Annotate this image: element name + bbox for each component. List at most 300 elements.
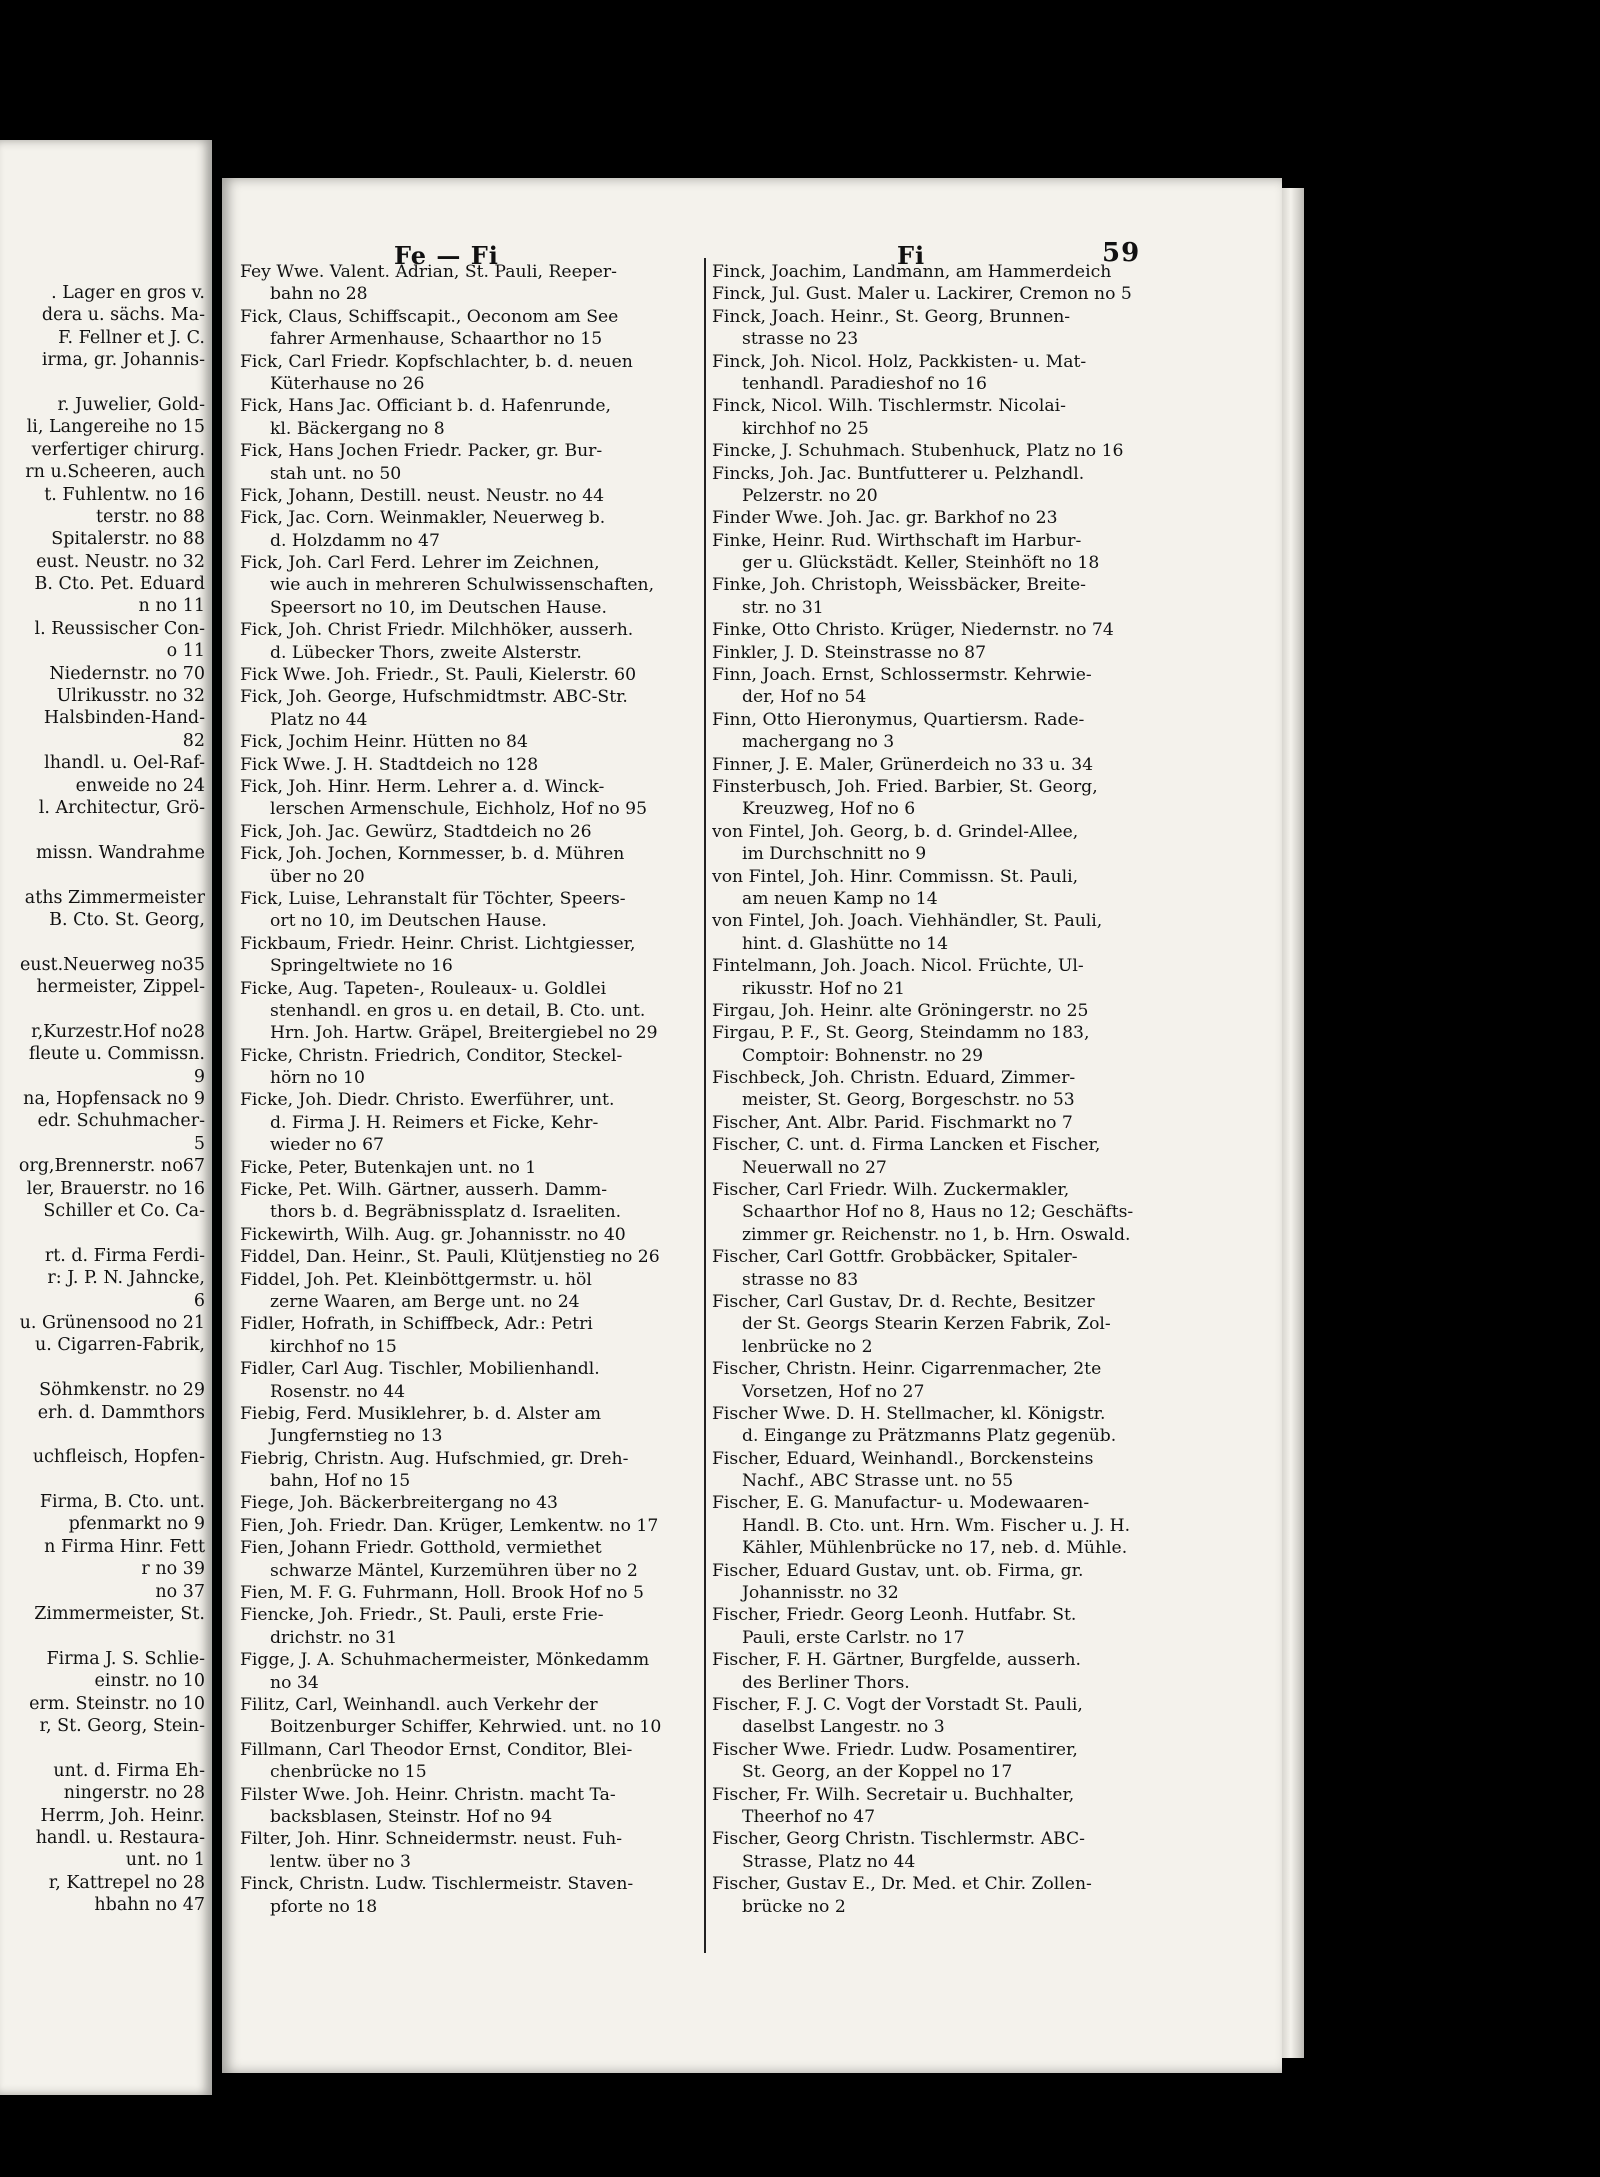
left-page-line: Zimmermeister, St. (34, 1604, 205, 1625)
entry-name-line: Fick, Joh. Christ Friedr. Milchhöker, ausserh. (240, 620, 634, 641)
left-page-line: 5 (193, 1133, 205, 1154)
entry-name-line: Fiddel, Joh. Pet. Kleinböttgermstr. u. höl (240, 1269, 592, 1290)
directory-entry (240, 351, 692, 396)
left-page-line: o 11 (166, 641, 205, 662)
entry-continuation-line: d. Holzdamm no 47 (270, 530, 440, 551)
entry-continuation-line: str. no 31 (742, 597, 824, 618)
directory-entry (240, 395, 692, 440)
directory-entry (712, 1604, 1164, 1649)
left-page-line: r no 39 (141, 1559, 205, 1580)
directory-entry (712, 463, 1164, 508)
entry-name-line: Fick, Hans Jac. Officiant b. d. Hafenrunde, (240, 396, 611, 417)
entry-name-line: Fischer Wwe. Friedr. Ludw. Posamentirer, (712, 1739, 1078, 1760)
entry-name-line: Fischer, Friedr. Georg Leonh. Hutfabr. St. (712, 1605, 1077, 1626)
entry-continuation-line: Vorsetzen, Hof no 27 (742, 1381, 925, 1402)
entry-name-line: Fickbaum, Friedr. Heinr. Christ. Lichtgiesser, (240, 933, 636, 954)
entry-name-line: Fick, Joh. Hinr. Herm. Lehrer a. d. Winck- (240, 776, 605, 797)
entry-continuation-line: Handl. B. Cto. unt. Hrn. Wm. Fischer u. J. H. (742, 1515, 1131, 1536)
entry-continuation-line: pforte no 18 (270, 1896, 378, 1917)
entry-continuation-line: Strasse, Platz no 44 (742, 1851, 916, 1872)
left-page-line: u. Grünensood no 21 (19, 1312, 205, 1333)
directory-entry (240, 821, 692, 843)
entry-name-line: Fiebig, Ferd. Musiklehrer, b. d. Alster am (240, 1403, 601, 1424)
entry-continuation-line: Kähler, Mühlenbrücke no 17, neb. d. Mühle. (742, 1538, 1128, 1559)
directory-entry (240, 776, 692, 821)
left-page-line: B. Cto. St. Georg, (49, 909, 205, 930)
directory-entry (240, 1224, 692, 1246)
left-page-line: Spitalerstr. no 88 (51, 529, 205, 550)
directory-entry (712, 664, 1164, 709)
entry-name-line: Fischer, Eduard Gustav, unt. ob. Firma, gr. (712, 1560, 1084, 1581)
entry-name-line: Fey Wwe. Valent. Adrian, St. Pauli, Reeper- (240, 262, 617, 282)
directory-entry (240, 754, 692, 776)
left-page-line (0, 1357, 205, 1379)
directory-entry (712, 1067, 1164, 1112)
left-page-line: 82 (182, 730, 205, 751)
directory-entry (712, 910, 1164, 955)
entry-name-line: Finn, Otto Hieronymus, Quartiersm. Rade- (712, 709, 1085, 730)
directory-entry (712, 776, 1164, 821)
entry-name-line: Fischer, Christn. Heinr. Cigarrenmacher, 2te (712, 1359, 1102, 1380)
entry-continuation-line: kirchhof no 15 (270, 1336, 397, 1357)
directory-entry (240, 1537, 692, 1582)
directory-entry (712, 642, 1164, 664)
directory-entry (712, 709, 1164, 754)
left-page-line (0, 1424, 205, 1446)
left-page-line: eust.Neuerweg no35 (19, 954, 205, 975)
entry-name-line: Fischer, F. H. Gärtner, Burgfelde, ausserh. (712, 1650, 1081, 1671)
left-page-line: ningerstr. no 28 (63, 1783, 205, 1804)
directory-entry (240, 1582, 692, 1604)
entry-name-line: Fick, Joh. George, Hufschmidtmstr. ABC-Str. (240, 687, 628, 708)
left-page-line: Niedernstr. no 70 (49, 663, 205, 684)
entry-continuation-line: d. Eingange zu Prätzmanns Platz gegenüb. (742, 1426, 1117, 1447)
directory-entry (712, 1112, 1164, 1134)
entry-name-line: Figge, J. A. Schuhmachermeister, Mönkedamm (240, 1650, 650, 1671)
entry-name-line: Finkler, J. D. Steinstrasse no 87 (712, 642, 987, 663)
entry-name-line: Fickewirth, Wilh. Aug. gr. Johannisstr. no 40 (240, 1224, 626, 1245)
left-page-line: r, Kattrepel no 28 (48, 1872, 205, 1893)
entry-name-line: Ficke, Aug. Tapeten-, Rouleaux- u. Goldlei (240, 978, 607, 999)
entry-name-line: Firgau, Joh. Heinr. alte Gröningerstr. no 25 (712, 1000, 1089, 1021)
entry-continuation-line: tenhandl. Paradieshof no 16 (742, 373, 987, 394)
left-page-line: org,Brennerstr. no67 (18, 1156, 205, 1177)
entry-name-line: Finke, Otto Christo. Krüger, Niedernstr. no 74 (712, 620, 1114, 641)
directory-entry (240, 664, 692, 686)
entry-name-line: Fiddel, Dan. Heinr., St. Pauli, Klütjenstieg no 26 (240, 1247, 660, 1268)
entry-continuation-line: meister, St. Georg, Borgeschstr. no 53 (742, 1090, 1075, 1111)
entry-continuation-line: d. Firma J. H. Reimers et Ficke, Kehr- (270, 1112, 599, 1133)
directory-entry (240, 1403, 692, 1448)
directory-entry (712, 574, 1164, 619)
page-edge (1282, 188, 1304, 2058)
directory-entry (712, 1134, 1164, 1179)
entry-name-line: Fischer, Ant. Albr. Parid. Fischmarkt no 7 (712, 1112, 1073, 1133)
entry-continuation-line: lerschen Armenschule, Eichholz, Hof no 95 (270, 799, 648, 820)
directory-entry (240, 843, 692, 888)
directory-entry (240, 261, 692, 306)
entry-continuation-line: stah unt. no 50 (270, 463, 402, 484)
entry-name-line: Fick, Claus, Schiffscapit., Oeconom am See (240, 306, 619, 327)
directory-column-left (240, 261, 692, 1918)
entry-continuation-line: im Durchschnitt no 9 (742, 844, 927, 865)
left-page-line: einstr. no 10 (94, 1671, 205, 1692)
left-page-line: r,Kurzestr.Hof no28 (31, 1021, 205, 1042)
entry-continuation-line: backsblasen, Steinstr. Hof no 94 (270, 1806, 553, 1827)
entry-continuation-line: zimmer gr. Reichenstr. no 1, b. Hrn. Oswald. (742, 1224, 1131, 1245)
entry-name-line: Filter, Joh. Hinr. Schneidermstr. neust. Fuh- (240, 1829, 623, 1850)
entry-continuation-line: bahn, Hof no 15 (270, 1471, 411, 1492)
entry-name-line: Finder Wwe. Joh. Jac. gr. Barkhof no 23 (712, 508, 1058, 529)
entry-name-line: von Fintel, Joh. Georg, b. d. Grindel-Allee, (712, 821, 1079, 842)
entry-continuation-line: strasse no 83 (742, 1269, 859, 1290)
entry-name-line: Fischer Wwe. D. H. Stellmacher, kl. Königstr. (712, 1403, 1106, 1424)
entry-name-line: Fischbeck, Joh. Christn. Eduard, Zimmer- (712, 1068, 1076, 1089)
entry-continuation-line: schwarze Mäntel, Kurzemühren über no 2 (270, 1560, 638, 1581)
entry-name-line: Fincks, Joh. Jac. Buntfutterer u. Pelzhandl. (712, 463, 1085, 484)
left-page-line: rn u.Scheeren, auch (25, 462, 205, 483)
entry-name-line: Fick, Luise, Lehranstalt für Töchter, Speers- (240, 888, 626, 909)
directory-entry (712, 283, 1164, 305)
directory-entry (712, 1828, 1164, 1873)
entry-name-line: von Fintel, Joh. Hinr. Commissn. St. Pauli, (712, 866, 1079, 887)
entry-name-line: Ficke, Peter, Butenkajen unt. no 1 (240, 1157, 537, 1178)
left-page-line: fleute u. Commissn. (28, 1044, 205, 1065)
directory-entry (712, 395, 1164, 440)
left-page-line: unt. d. Firma Eh- (53, 1760, 205, 1781)
entry-name-line: Fischer, F. J. C. Vogt der Vorstadt St. Pauli, (712, 1695, 1083, 1715)
directory-entry (712, 1246, 1164, 1291)
directory-entry (712, 351, 1164, 396)
entry-name-line: Fischer, C. unt. d. Firma Lancken et Fischer, (712, 1135, 1101, 1156)
entry-continuation-line: der, Hof no 54 (742, 687, 867, 708)
left-page-line: aths Zimmermeister (24, 887, 205, 908)
entry-continuation-line: Pauli, erste Carlstr. no 17 (742, 1627, 965, 1648)
left-page-line: ler, Brauerstr. no 16 (26, 1178, 205, 1199)
left-page-line: handl. u. Restaura- (35, 1827, 205, 1848)
directory-entry (712, 1739, 1164, 1784)
directory-entry (712, 261, 1164, 283)
entry-name-line: Fidler, Hofrath, in Schiffbeck, Adr.: Petri (240, 1314, 593, 1335)
entry-continuation-line: strasse no 23 (742, 329, 859, 350)
entry-name-line: Fick, Hans Jochen Friedr. Packer, gr. Bur- (240, 441, 603, 462)
entry-name-line: Fick, Carl Friedr. Kopfschlachter, b. d. neuen (240, 351, 633, 372)
directory-entry (240, 1179, 692, 1224)
entry-continuation-line: lentw. über no 3 (270, 1851, 411, 1872)
entry-name-line: Fischer, Georg Christn. Tischlermstr. ABC- (712, 1829, 1085, 1850)
entry-continuation-line: hint. d. Glashütte no 14 (742, 933, 949, 954)
entry-name-line: Fischer, Fr. Wilh. Secretair u. Buchhalter, (712, 1784, 1075, 1805)
left-page-line: Söhmkenstr. no 29 (39, 1380, 205, 1401)
directory-entry (240, 888, 692, 933)
left-page-line: F. Fellner et J. C. (58, 327, 205, 348)
left-page-line: unt. no 1 (125, 1850, 205, 1871)
directory-entry (712, 1291, 1164, 1358)
entry-continuation-line: fahrer Armenhause, Schaarthor no 15 (270, 329, 603, 350)
entry-name-line: Ficke, Pet. Wilh. Gärtner, ausserh. Damm- (240, 1180, 608, 1201)
directory-entry (712, 306, 1164, 351)
directory-entry (240, 1784, 692, 1829)
entry-continuation-line: Pelzerstr. no 20 (742, 485, 878, 506)
left-page-line: 9 (193, 1066, 205, 1087)
entry-continuation-line: hörn no 10 (270, 1068, 365, 1089)
left-page-line: . Lager en gros v. (51, 283, 205, 303)
entry-continuation-line: des Berliner Thors. (742, 1672, 910, 1693)
entry-continuation-line: St. Georg, an der Koppel no 17 (742, 1762, 1013, 1783)
entry-name-line: Fien, Joh. Friedr. Dan. Krüger, Lemkentw. no 17 (240, 1515, 659, 1536)
directory-entry (712, 754, 1164, 776)
left-page-line: eust. Neustr. no 32 (36, 551, 205, 572)
left-page-text (0, 282, 205, 1917)
directory-entry (712, 1358, 1164, 1403)
entry-name-line: Finn, Joach. Ernst, Schlossermstr. Kehrwie- (712, 665, 1092, 686)
entry-name-line: Fiebrig, Christn. Aug. Hufschmied, gr. Dreh- (240, 1448, 629, 1469)
entry-continuation-line: der St. Georgs Stearin Kerzen Fabrik, Zol- (742, 1314, 1111, 1335)
entry-continuation-line: zerne Waaren, am Berge unt. no 24 (270, 1291, 580, 1312)
entry-continuation-line: d. Lübecker Thors, zweite Alsterstr. (270, 642, 582, 663)
entry-continuation-line: Theerhof no 47 (742, 1806, 876, 1827)
directory-entry (712, 1560, 1164, 1605)
left-page-line (0, 372, 205, 394)
entry-continuation-line: Neuerwall no 27 (742, 1157, 887, 1178)
entry-name-line: Firgau, P. F., St. Georg, Steindamm no 183, (712, 1023, 1090, 1044)
directory-entry (712, 619, 1164, 641)
directory-entry (240, 440, 692, 485)
left-page-line: l. Reussischer Con- (34, 618, 205, 639)
directory-entry (240, 1604, 692, 1649)
entry-continuation-line: lenbrücke no 2 (742, 1336, 873, 1357)
entry-continuation-line: Platz no 44 (270, 709, 368, 730)
left-page-line: enweide no 24 (75, 775, 205, 796)
left-page-line: no 37 (155, 1581, 205, 1602)
entry-continuation-line: Johannisstr. no 32 (742, 1583, 899, 1604)
directory-entry (240, 1358, 692, 1403)
left-page-line: B. Cto. Pet. Eduard (34, 574, 205, 595)
entry-name-line: Fintelmann, Joh. Joach. Nicol. Früchte, Ul- (712, 956, 1084, 977)
column-divider (704, 258, 706, 1953)
left-page-line: uchfleisch, Hopfen- (32, 1447, 205, 1468)
entry-name-line: Fiege, Joh. Bäckerbreitergang no 43 (240, 1493, 558, 1514)
entry-name-line: Finck, Nicol. Wilh. Tischlermstr. Nicolai- (712, 396, 1066, 417)
entry-name-line: Fischer, Eduard, Weinhandl., Borckensteins (712, 1448, 1094, 1469)
entry-name-line: Finck, Jul. Gust. Maler u. Lackirer, Cremon no 5 (712, 284, 1132, 305)
entry-name-line: Finck, Joachim, Landmann, am Hammerdeich (712, 262, 1112, 282)
entry-name-line: Fick, Joh. Jochen, Kornmesser, b. d. Mühren (240, 844, 625, 865)
entry-continuation-line: Boitzenburger Schiffer, Kehrwied. unt. no 10 (270, 1717, 662, 1738)
directory-entry (240, 1045, 692, 1090)
directory-entry (240, 1694, 692, 1739)
left-page-line: lhandl. u. Oel-Raf- (44, 753, 205, 774)
entry-name-line: Fick, Joh. Carl Ferd. Lehrer im Zeichnen, (240, 553, 600, 574)
left-page-line: Halsbinden-Hand- (43, 708, 205, 729)
directory-entry (712, 1784, 1164, 1829)
entry-continuation-line: Schaarthor Hof no 8, Haus no 12; Geschäfts- (742, 1202, 1134, 1223)
left-page-line: t. Fuhlentw. no 16 (44, 484, 205, 505)
left-page-line (0, 931, 205, 953)
entry-name-line: Finke, Joh. Christoph, Weissbäcker, Breite- (712, 575, 1086, 596)
entry-continuation-line: bahn no 28 (270, 284, 368, 305)
right-page (222, 178, 1282, 2073)
left-page-line (0, 1625, 205, 1647)
entry-name-line: Finck, Joh. Nicol. Holz, Packkisten- u. Mat- (712, 351, 1087, 372)
directory-entry (240, 1089, 692, 1156)
entry-continuation-line: wie auch in mehreren Schulwissenschaften, (270, 575, 655, 596)
directory-entry (240, 1157, 692, 1179)
left-page-line: li, Langereihe no 15 (26, 417, 205, 438)
left-page-line: erh. d. Dammthors (37, 1402, 205, 1423)
entry-name-line: Fick, Jac. Corn. Weinmakler, Neuerweg b. (240, 508, 606, 529)
left-page-line: r, St. Georg, Stein- (39, 1716, 205, 1736)
directory-entry (712, 440, 1164, 462)
entry-continuation-line: Nachf., ABC Strasse unt. no 55 (742, 1471, 1014, 1492)
left-page-line: Firma J. S. Schlie- (46, 1648, 205, 1669)
left-page-line: na, Hopfensack no 9 (23, 1089, 205, 1110)
left-page-line: terstr. no 88 (96, 506, 205, 527)
directory-entry (712, 1403, 1164, 1448)
left-page-line: erm. Steinstr. no 10 (29, 1693, 205, 1714)
entry-name-line: Fillmann, Carl Theodor Ernst, Conditor, Blei- (240, 1739, 633, 1760)
left-page-line: missn. Wandrahme (36, 842, 205, 863)
left-page-line (0, 1737, 205, 1759)
left-page-line (0, 819, 205, 841)
directory-entry (240, 731, 692, 753)
left-page-line (0, 1469, 205, 1491)
entry-continuation-line: am neuen Kamp no 14 (742, 888, 938, 909)
left-page-line: Schiller et Co. Ca- (43, 1201, 205, 1222)
directory-entry (240, 1828, 692, 1873)
entry-name-line: Ficke, Joh. Diedr. Christo. Ewerführer, unt. (240, 1090, 615, 1111)
entry-name-line: Fischer, Carl Gottfr. Grobbäcker, Spitaler- (712, 1247, 1078, 1268)
entry-continuation-line: no 34 (270, 1672, 319, 1693)
entry-continuation-line: stenhandl. en gros u. en detail, B. Cto. unt. (270, 1000, 646, 1021)
directory-entry (712, 1492, 1164, 1559)
directory-entry (240, 1873, 692, 1918)
entry-name-line: von Fintel, Joh. Joach. Viehhändler, St. Pauli, (712, 911, 1103, 932)
left-page-line: rt. d. Firma Ferdi- (44, 1245, 205, 1266)
left-page-line: Firma, B. Cto. unt. (39, 1492, 205, 1513)
directory-entry (240, 1448, 692, 1493)
left-page-line: Herrm, Joh. Heinr. (40, 1805, 205, 1826)
directory-entry (240, 686, 692, 731)
directory-entry (712, 1649, 1164, 1694)
left-page-line: hermeister, Zippel- (36, 977, 205, 998)
entry-name-line: Fischer, Carl Gustav, Dr. d. Rechte, Besitzer (712, 1291, 1095, 1312)
directory-entry (240, 1269, 692, 1314)
directory-entry (240, 552, 692, 619)
entry-name-line: Ficke, Christn. Friedrich, Conditor, Steckel- (240, 1045, 623, 1066)
directory-entry (240, 933, 692, 978)
entry-continuation-line: kirchhof no 25 (742, 418, 869, 439)
entry-continuation-line: Comptoir: Bohnenstr. no 29 (742, 1045, 984, 1066)
directory-entry (712, 955, 1164, 1000)
directory-entry (240, 1313, 692, 1358)
directory-entry (240, 1515, 692, 1537)
directory-entry (712, 1448, 1164, 1493)
entry-name-line: Filitz, Carl, Weinhandl. auch Verkehr der (240, 1695, 598, 1715)
left-page-line: pfenmarkt no 9 (68, 1514, 205, 1535)
entry-name-line: Fidler, Carl Aug. Tischler, Mobilienhandl. (240, 1359, 600, 1380)
entry-name-line: Fincke, J. Schuhmach. Stubenhuck, Platz no 16 (712, 441, 1124, 462)
directory-entry (712, 507, 1164, 529)
directory-entry (240, 619, 692, 664)
entry-name-line: Finner, J. E. Maler, Grünerdeich no 33 u. 34 (712, 754, 1094, 775)
left-page-line: irma, gr. Johannis- (41, 350, 205, 371)
entry-continuation-line: Jungfernstieg no 13 (270, 1426, 443, 1447)
entry-continuation-line: machergang no 3 (742, 732, 895, 753)
entry-name-line: Finke, Heinr. Rud. Wirthschaft im Harbur- (712, 530, 1082, 551)
entry-name-line: Fick, Jochim Heinr. Hütten no 84 (240, 732, 528, 753)
entry-name-line: Fick Wwe. J. H. Stadtdeich no 128 (240, 754, 539, 775)
entry-name-line: Fischer, Carl Friedr. Wilh. Zuckermakler, (712, 1180, 1070, 1201)
directory-entry (712, 530, 1164, 575)
directory-entry (240, 485, 692, 507)
directory-entry (240, 1246, 692, 1268)
entry-continuation-line: drichstr. no 31 (270, 1627, 398, 1648)
header-right-title: Fi (897, 241, 926, 270)
entry-name-line: Filster Wwe. Joh. Heinr. Christn. macht Ta- (240, 1784, 616, 1805)
left-page-line: l. Architectur, Grö- (38, 797, 205, 818)
entry-continuation-line: Küterhause no 26 (270, 373, 425, 394)
left-page-line (0, 999, 205, 1021)
directory-entry (712, 866, 1164, 911)
entry-continuation-line: über no 20 (270, 866, 365, 887)
entry-continuation-line: Springeltwiete no 16 (270, 956, 453, 977)
entry-name-line: Fick Wwe. Joh. Friedr., St. Pauli, Kielerstr. 60 (240, 665, 637, 686)
directory-entry (240, 1739, 692, 1784)
entry-continuation-line: ort no 10, im Deutschen Hause. (270, 911, 547, 932)
left-page-line: u. Cigarren-Fabrik, (34, 1335, 205, 1356)
entry-continuation-line: chenbrücke no 15 (270, 1762, 427, 1783)
entry-name-line: Finck, Christn. Ludw. Tischlermeistr. Staven- (240, 1874, 634, 1895)
entry-continuation-line: Hrn. Joh. Hartw. Gräpel, Breitergiebel no 29 (270, 1023, 658, 1044)
entry-continuation-line: kl. Bäckergang no 8 (270, 418, 445, 439)
entry-continuation-line: Speersort no 10, im Deutschen Hause. (270, 597, 607, 618)
left-page-line: n Firma Hinr. Fett (44, 1536, 205, 1557)
directory-entry (712, 1022, 1164, 1067)
entry-continuation-line: Kreuzweg, Hof no 6 (742, 799, 916, 820)
left-page-line (0, 1222, 205, 1244)
entry-name-line: Fick, Johann, Destill. neust. Neustr. no 44 (240, 485, 605, 506)
left-page-line: hbahn no 47 (94, 1895, 205, 1916)
directory-entry (240, 507, 692, 552)
entry-name-line: Fischer, Gustav E., Dr. Med. et Chir. Zollen- (712, 1874, 1092, 1895)
directory-entry (712, 1000, 1164, 1022)
left-page (0, 140, 212, 2095)
entry-continuation-line: daselbst Langestr. no 3 (742, 1717, 945, 1738)
directory-entry (240, 978, 692, 1045)
directory-entry (240, 1649, 692, 1694)
left-page-line: edr. Schuhmacher- (37, 1111, 205, 1132)
left-page-line: dera u. sächs. Ma- (41, 305, 205, 326)
left-page-line: verfertiger chirurg. (31, 439, 205, 460)
entry-name-line: Fick, Joh. Jac. Gewürz, Stadtdeich no 26 (240, 821, 592, 842)
header-left-title: Fe — Fi (394, 241, 499, 270)
entry-name-line: Fiencke, Joh. Friedr., St. Pauli, erste Frie- (240, 1605, 604, 1626)
left-page-line (0, 864, 205, 886)
entry-continuation-line: Rosenstr. no 44 (270, 1381, 406, 1402)
directory-column-right (712, 261, 1164, 1918)
left-page-line: r: J. P. N. Jahncke, (47, 1268, 205, 1289)
directory-entry (712, 1694, 1164, 1739)
entry-continuation-line: brücke no 2 (742, 1896, 846, 1917)
directory-entry (712, 1873, 1164, 1918)
entry-name-line: Fischer, E. G. Manufactur- u. Modewaaren- (712, 1493, 1090, 1514)
directory-entry (712, 821, 1164, 866)
left-page-line: Ulrikusstr. no 32 (56, 686, 205, 707)
entry-continuation-line: rikusstr. Hof no 21 (742, 978, 905, 999)
entry-name-line: Finsterbusch, Joh. Fried. Barbier, St. Georg, (712, 776, 1098, 797)
left-page-line: n no 11 (138, 596, 205, 617)
